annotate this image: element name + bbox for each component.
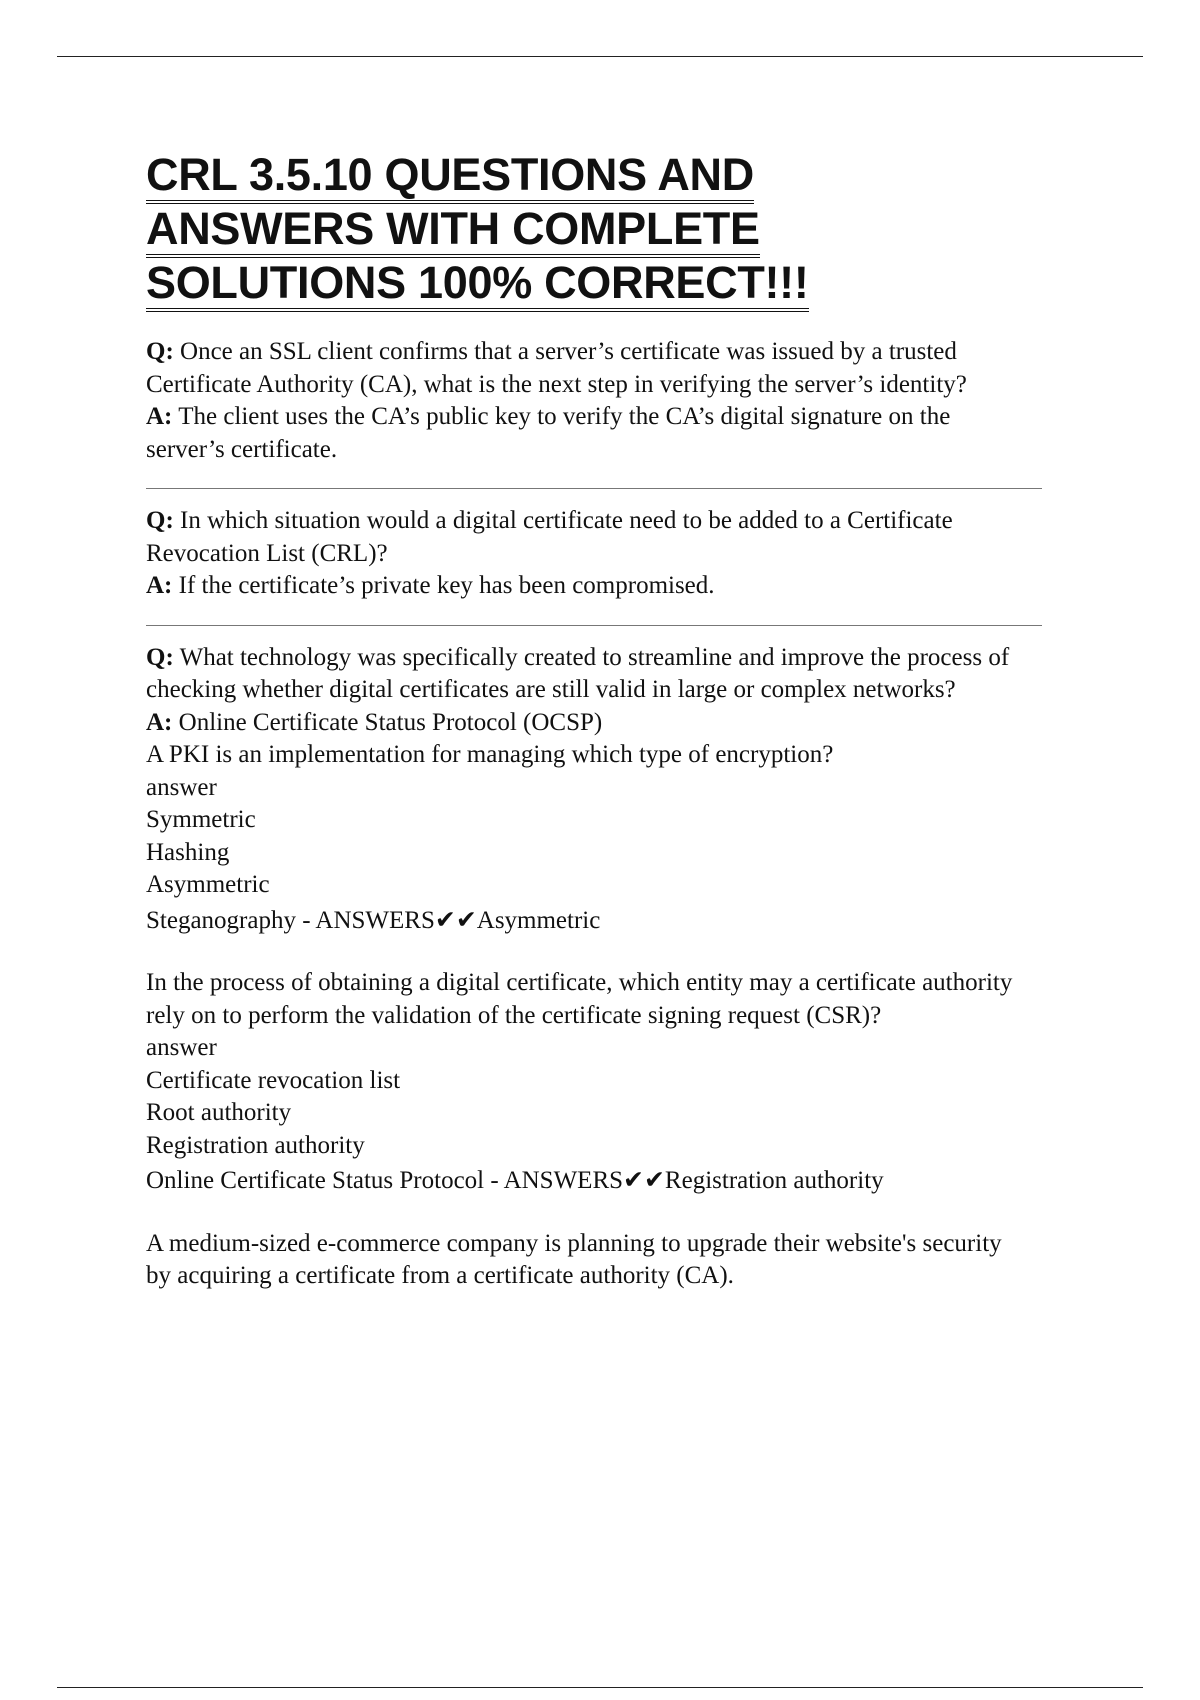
divider: [146, 488, 1042, 489]
mc-answer-line: Steganography - ANSWERS✔✔Asymmetric: [146, 906, 601, 934]
question-body: Once an SSL client confirms that a server’s certificate was issued by a trusted Certificate Authority (CA), what is the next step in verifying the server’s identity?: [146, 338, 967, 398]
question-body: In which situation would a digital certificate need to be added to a Certificate Revocation List (CRL)?: [146, 507, 953, 567]
divider: [146, 625, 1042, 626]
mc-answer-word: answer: [146, 773, 217, 801]
mc-question: A PKI is an implementation for managing which type of encryption?: [146, 741, 834, 768]
spacer: [146, 937, 1046, 967]
answer-text: [146, 401, 1026, 466]
mc-answer-line: Online Certificate Status Protocol - ANSWERS✔✔Registration authority: [146, 1167, 884, 1194]
mc-answer-word: answer: [146, 1034, 217, 1061]
document-title: [146, 148, 1046, 310]
answer-text: [146, 707, 1026, 740]
answer-body: The client uses the CA’s public key to verify the CA’s digital signature on the server’s certificate.: [146, 403, 951, 463]
question-label: Q:: [146, 507, 174, 534]
title-line-2: ANSWERS WITH COMPLETE: [146, 203, 760, 258]
title-line-1: CRL 3.5.10 QUESTIONS AND: [146, 149, 754, 204]
mc-option: Root authority: [146, 1099, 292, 1126]
question-text: [146, 336, 1026, 401]
mc-item-1: [146, 739, 1026, 937]
title-line-3: SOLUTIONS 100% CORRECT!!!: [146, 257, 809, 312]
qa-item-2: [146, 505, 1026, 603]
question-label: Q:: [146, 643, 174, 671]
qa-item-3: [146, 642, 1026, 740]
answer-label: A:: [146, 708, 173, 736]
spacer: [146, 1198, 1046, 1228]
answer-text: [146, 570, 1026, 603]
answer-label: A:: [146, 403, 173, 430]
question-text: [146, 642, 1026, 707]
mc-question: In the process of obtaining a digital certificate, which entity may a certificate authority rely on to perform the validation of the certificate signing request (CSR)?: [146, 969, 1013, 1029]
mc-option: Asymmetric: [146, 871, 270, 898]
mc-option: Symmetric: [146, 806, 256, 833]
mc-option: Registration authority: [146, 1131, 365, 1159]
header-rule: [57, 56, 1143, 57]
footer-rule: [57, 1687, 1143, 1688]
mc-item-2: [146, 967, 1026, 1198]
answer-label: A:: [146, 572, 173, 599]
answer-body: Online Certificate Status Protocol (OCSP): [178, 708, 603, 736]
answer-body: If the certificate’s private key has been compromised.: [178, 572, 715, 599]
question-text: [146, 505, 1026, 570]
qa-item-1: [146, 336, 1026, 466]
question-label: Q:: [146, 338, 174, 365]
closing-paragraph: A medium-sized e-commerce company is planning to upgrade their website's security by acquiring a certificate from a certificate authority (CA).: [146, 1229, 1002, 1289]
mc-option: Certificate revocation list: [146, 1066, 401, 1094]
mc-option: Hashing: [146, 838, 230, 866]
document-body: [146, 148, 1046, 1293]
question-body: What technology was specifically created to streamline and improve the process of checking whether digital certificates are still valid in large or complex networks?: [146, 643, 1010, 703]
